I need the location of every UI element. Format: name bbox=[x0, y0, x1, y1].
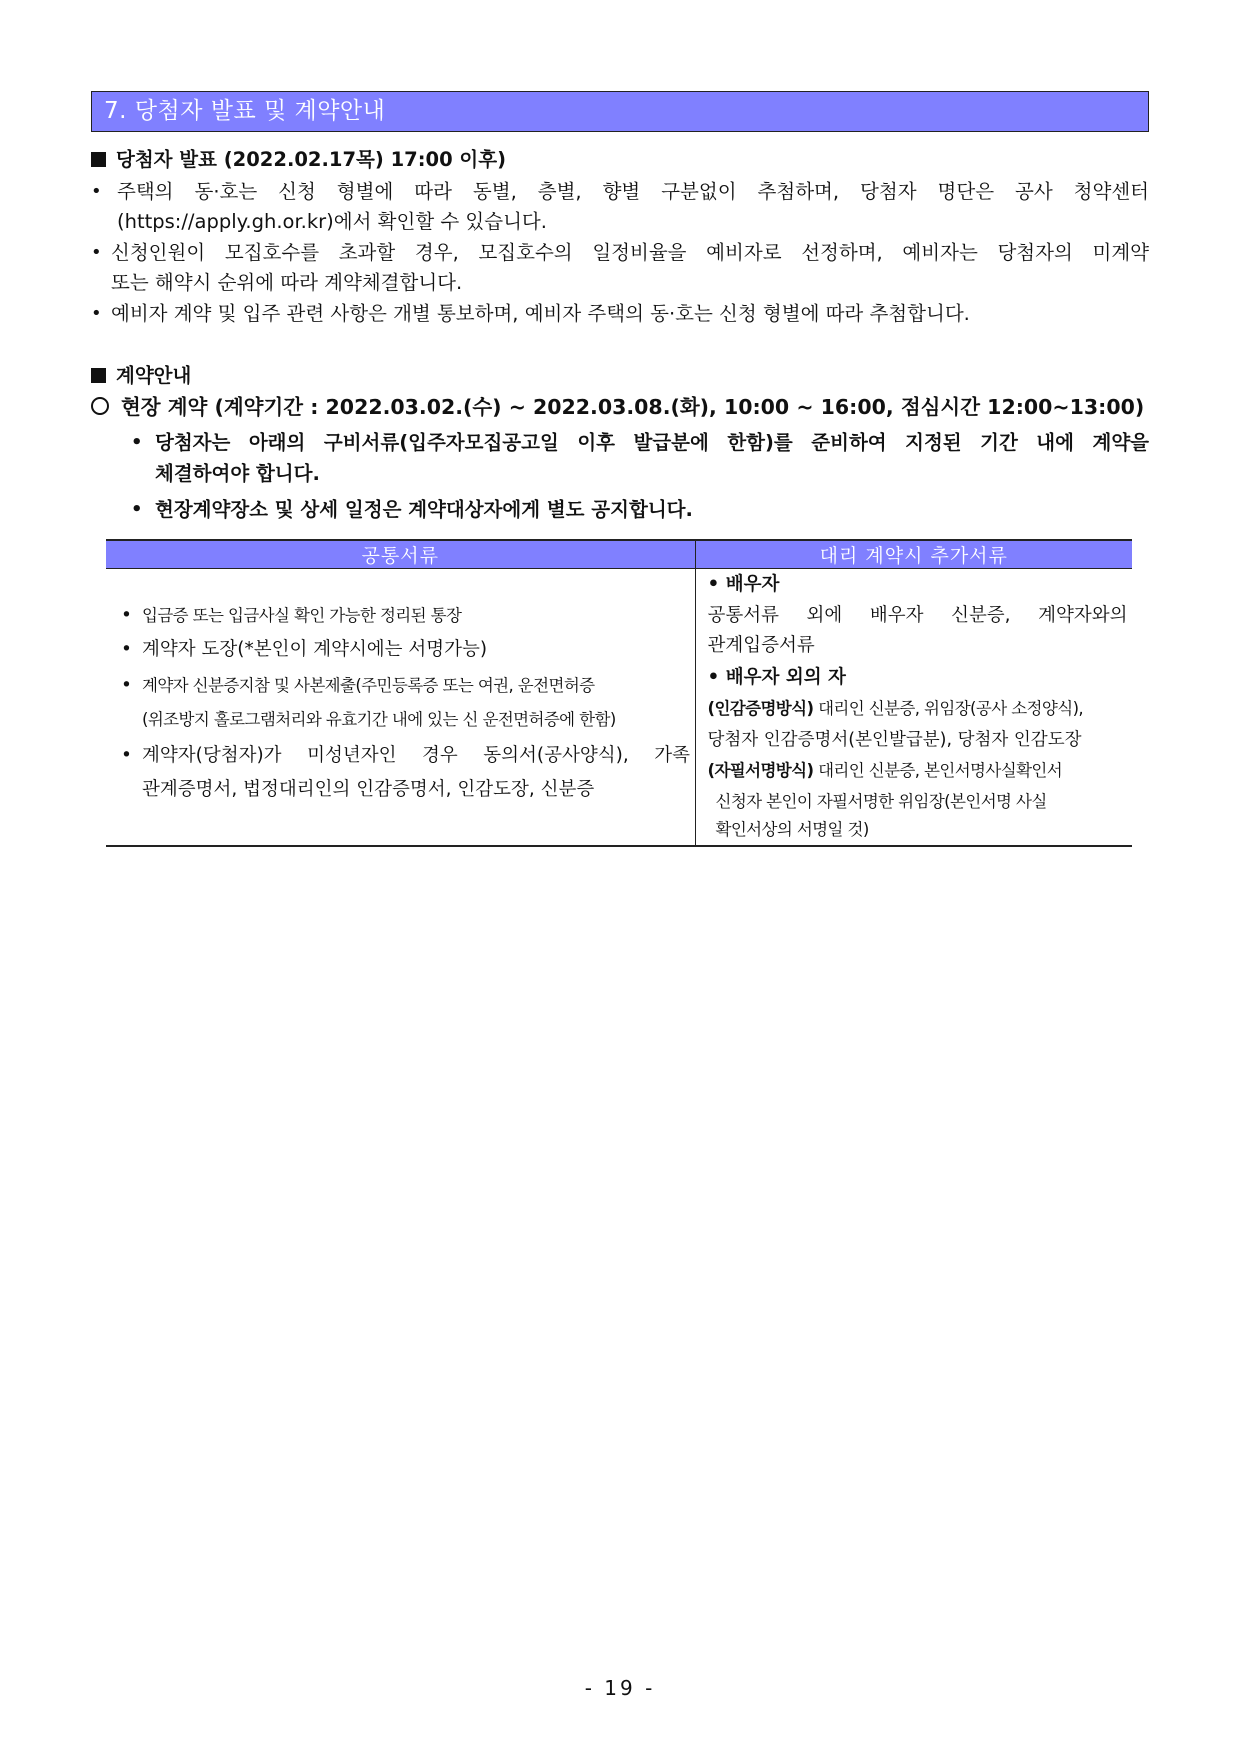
bullet-dot-icon: • bbox=[91, 181, 102, 202]
seal-method-line2: 당첨자 인감증명서(본인발급분), 당첨자 인감도장 bbox=[707, 730, 1082, 750]
seal-method-label: (인감증명방식) bbox=[707, 699, 814, 718]
spouse-docs-line1: 공통서류 외에 배우자 신분증, 계약자와의 bbox=[707, 605, 1128, 626]
bullet-dot-icon: • bbox=[121, 675, 132, 696]
spouse-title-row bbox=[708, 572, 780, 598]
table-header-row bbox=[106, 540, 1132, 569]
bullet-dot-icon: • bbox=[131, 432, 143, 453]
announce-bullet-1-line2: (https://apply.gh.or.kr)에서 확인할 수 있습니다. bbox=[117, 210, 547, 233]
announce-bullet-2-line1: 신청인원이 모집호수를 초과할 경우, 모집호수의 일정비율을 예비자로 선정하며, 예비자는 당첨자의 미계약 bbox=[111, 241, 1149, 264]
bullet-dot-icon: • bbox=[91, 242, 102, 263]
common-item-3-line1: 계약자 신분증지참 및 사본제출(주민등록증 또는 여권, 운전면허증 bbox=[142, 676, 595, 695]
common-item-2: 계약자 도장(*본인이 계약시에는 서명가능) bbox=[142, 639, 488, 660]
spouse-title: 배우자 bbox=[725, 574, 780, 595]
header-common-docs: 공통서류 bbox=[106, 540, 695, 569]
contract-heading: 계약안내 bbox=[116, 364, 192, 387]
bullet-dot-icon: • bbox=[121, 639, 132, 660]
announce-bullet-3: 예비자 계약 및 입주 관련 사항은 개별 통보하며, 예비자 주택의 동·호는 신청 형별에 따라 추첨합니다. bbox=[111, 302, 970, 325]
circle-bullet-icon bbox=[91, 397, 109, 415]
proxy-docs-cell bbox=[695, 569, 1132, 847]
announce-heading: 당첨자 발표 (2022.02.17목) 17:00 이후) bbox=[116, 148, 507, 171]
square-bullet-icon bbox=[91, 152, 106, 167]
table-row bbox=[106, 569, 1132, 847]
bullet-dot-icon: • bbox=[707, 574, 726, 595]
sign-method-line2: 신청자 본인이 자필서명한 위임장(본인서명 사실 bbox=[715, 792, 1047, 811]
sign-method-text: 대리인 신분증, 본인서명사실확인서 bbox=[813, 761, 1063, 780]
common-item-4-line2: 관계증명서, 법정대리인의 인감증명서, 인감도장, 신분증 bbox=[142, 779, 595, 800]
common-item-3-line2: (위조방지 홀로그램처리와 유효기간 내에 있는 신 운전면허증에 한함) bbox=[142, 710, 616, 729]
contract-bullet-1-line1: 당첨자는 아래의 구비서류(입주자모집공고일 이후 발급분에 한함)를 준비하여 지정된 기간 내에 계약을 bbox=[155, 431, 1149, 454]
bullet-dot-icon: • bbox=[121, 745, 132, 766]
page-number: - 19 - bbox=[584, 1676, 656, 1700]
contract-heading-row bbox=[91, 362, 191, 390]
onsite-contract-row bbox=[91, 393, 1144, 421]
announce-bullet-1-line1: 주택의 동·호는 신청 형별에 따라 동별, 층별, 향별 구분없이 추첨하며, 당첨자 명단은 공사 청약센터 bbox=[117, 180, 1149, 203]
onsite-contract-title: 현장 계약 (계약기간 : 2022.03.02.(수) ~ 2022.03.08.(화), 10:00 ~ 16:00, 점심시간 12:00~13:00) bbox=[121, 395, 1145, 419]
header-proxy-docs: 대리 계약시 추가서류 bbox=[695, 540, 1132, 569]
spouse-docs-line2: 관계입증서류 bbox=[707, 635, 815, 656]
seal-method-text: 대리인 신분증, 위임장(공사 소정양식), bbox=[813, 699, 1084, 718]
square-bullet-icon bbox=[91, 368, 106, 383]
common-item-4-line1: 계약자(당첨자)가 미성년자인 경우 동의서(공사양식), 가족 bbox=[142, 745, 690, 766]
seal-method-row bbox=[708, 696, 1084, 722]
bullet-dot-icon: • bbox=[121, 605, 132, 626]
sign-method-label: (자필서명방식) bbox=[707, 761, 814, 780]
bullet-dot-icon: • bbox=[131, 499, 143, 520]
common-item-1: 입금증 또는 입금사실 확인 가능한 정리된 통장 bbox=[142, 606, 462, 625]
bullet-dot-icon: • bbox=[91, 303, 102, 324]
section-title: 7. 당첨자 발표 및 계약안내 bbox=[91, 91, 1149, 132]
other-title-row bbox=[708, 665, 846, 691]
common-docs-cell bbox=[106, 569, 695, 847]
other-title: 배우자 외의 자 bbox=[725, 667, 846, 688]
announce-bullet-2-line2: 또는 해약시 순위에 따라 계약체결합니다. bbox=[111, 271, 463, 294]
announce-heading-row bbox=[91, 146, 506, 174]
contract-bullet-2: 현장계약장소 및 상세 일정은 계약대상자에게 별도 공지합니다. bbox=[155, 498, 693, 521]
sign-method-line3: 확인서상의 서명일 것) bbox=[715, 820, 869, 839]
bullet-dot-icon: • bbox=[707, 667, 726, 688]
contract-bullet-1-line2: 체결하여야 합니다. bbox=[155, 462, 320, 485]
documents-table bbox=[106, 539, 1132, 847]
sign-method-row bbox=[708, 758, 1063, 784]
